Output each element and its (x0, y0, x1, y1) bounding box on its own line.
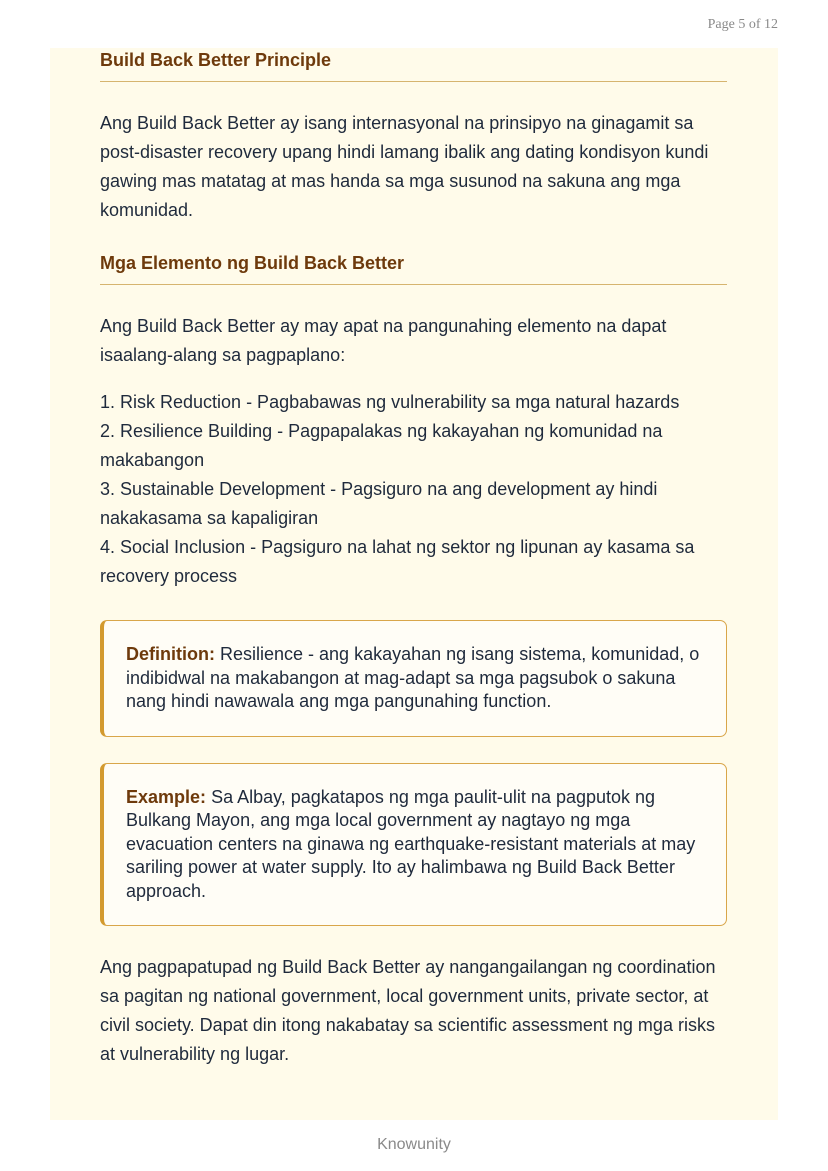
closing-paragraph: Ang pagpapatupad ng Build Back Better ay nangangailangan ng coordination sa pagitan ng national government, local government units, private sector, at civil society. Dapat din itong nakabatay sa scientific assessment ng mga risks at vulnerability ng lugar. (100, 957, 716, 1064)
list-item: 2. Resilience Building - Pagpapalakas ng kakayahan ng komunidad na makabangon (100, 421, 663, 470)
page-number: Page 5 of 12 (707, 17, 778, 32)
section-heading-build-back-better: Build Back Better Principle (100, 50, 727, 82)
list-item: 3. Sustainable Development - Pagsiguro na ang development ay hindi nakakasama sa kapaligiran (100, 479, 658, 528)
definition-callout (100, 620, 727, 737)
definition-text: Resilience - ang kakayahan ng isang sistema, komunidad, o indibidwal na makabangon at mag-adapt sa mga pagsubok o sakuna nang hindi nawawala ang mga pangunahing function. (126, 644, 700, 711)
definition-label: Definition: (126, 644, 215, 664)
example-text: Sa Albay, pagkatapos ng mga paulit-ulit na pagputok ng Bulkang Mayon, ang mga local government ay nagtayo ng mga evacuation centers na ginawa ng earthquake-resistant materials at may sariling power at water supply. Ito ay halimbawa ng Build Back Better approach. (126, 786, 696, 901)
example-label: Example: (126, 786, 207, 807)
elements-list (100, 388, 727, 591)
intro-paragraph: Ang Build Back Better ay isang internasyonal na prinsipyo na ginagamit sa post-disaster recovery upang hindi lamang ibalik ang dating kondisyon kundi gawing mas matatag at mas handa sa mga susunod na sakuna ang mga komunidad. (100, 113, 709, 220)
footer-brand: Knowunity (377, 1136, 451, 1153)
list-item: 1. Risk Reduction - Pagbabawas ng vulnerability sa mga natural hazards (100, 392, 680, 412)
list-item: 4. Social Inclusion - Pagsiguro na lahat ng sektor ng lipunan ay kasama sa recovery process (100, 537, 695, 586)
example-callout (100, 763, 727, 927)
section-heading-elements: Mga Elemento ng Build Back Better (100, 253, 727, 285)
elements-intro-paragraph: Ang Build Back Better ay may apat na pangunahing elemento na dapat isaalang-alang sa pagpaplano: (100, 316, 667, 365)
document-content (100, 50, 727, 1069)
document-page (50, 48, 778, 1120)
